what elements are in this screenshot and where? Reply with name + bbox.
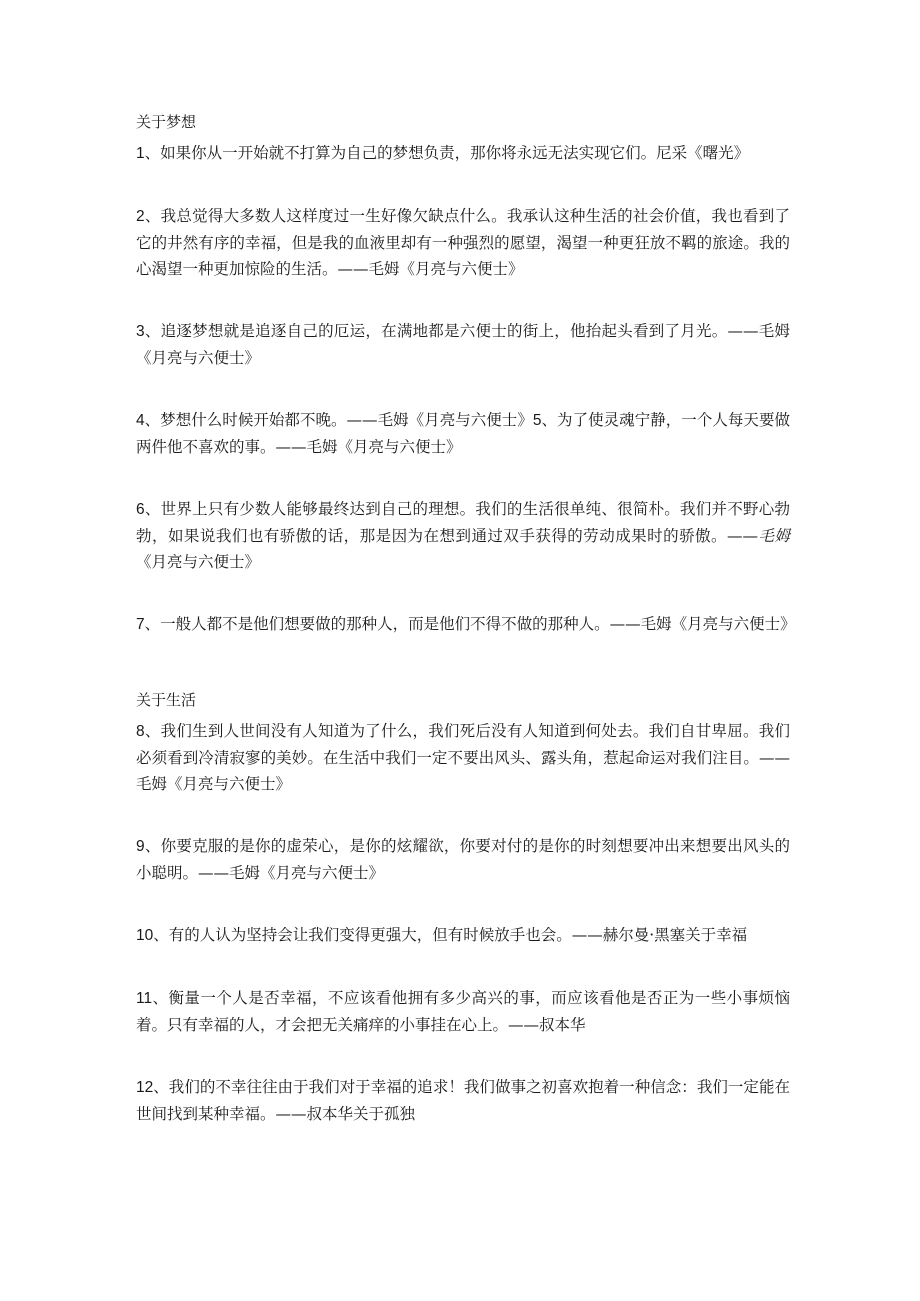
quote-number: 9 bbox=[136, 838, 145, 855]
quote-paragraph bbox=[136, 318, 790, 371]
quote-paragraph bbox=[136, 203, 790, 282]
section-title-life: 关于生活 bbox=[136, 691, 197, 709]
quote-paragraph bbox=[136, 407, 790, 460]
quote-text: 、衡量一个人是否幸福，不应该看他拥有多少高兴的事，而应该看他是否正为一些小事烦恼着。只有幸福的人，才会把无关痛痒的小事挂在心上。——叔本华 bbox=[136, 989, 790, 1034]
quote-number: 5 bbox=[532, 412, 542, 429]
quote-number: 3 bbox=[136, 323, 145, 340]
quote-number: 6 bbox=[136, 501, 145, 518]
quote-paragraph bbox=[136, 140, 790, 167]
quote-paragraph bbox=[136, 922, 790, 949]
quote-number: 2 bbox=[136, 208, 145, 225]
quote-text: 、我们生到人世间没有人知道为了什么，我们死后没有人知道到何处去。我们自甘卑屈。我们必须看到冷清寂寥的美妙。在生活中我们一定不要出风头、露头角，惹起命运对我们注目。——毛姆《月亮与六便士》 bbox=[136, 722, 790, 793]
quote-text: 、如果你从一开始就不打算为自己的梦想负责，那你将永远无法实现它们。尼采《曙光》 bbox=[144, 144, 750, 162]
quote-number: 7 bbox=[136, 616, 145, 633]
quote-paragraph bbox=[136, 611, 796, 638]
quote-text: 、为了使灵魂宁静，一个人每天要做两件他不喜欢的事。——毛姆《月亮与六便士》 bbox=[136, 411, 790, 456]
quote-author: 毛姆 bbox=[758, 527, 790, 545]
quote-number: 1 bbox=[136, 145, 145, 162]
quote-text: 、你要克服的是你的虚荣心，是你的炫耀欲，你要对付的是你的时刻想要冲出来想要出风头的小聪明。——毛姆《月亮与六便士》 bbox=[136, 837, 790, 882]
quote-text: 、梦想什么时候开始都不晚。——毛姆《月亮与六便士》 bbox=[144, 411, 533, 429]
quote-paragraph bbox=[136, 985, 790, 1038]
quote-paragraph bbox=[136, 718, 790, 797]
quote-source: 《月亮与六便士》 bbox=[136, 553, 261, 571]
quote-number: 4 bbox=[136, 412, 145, 429]
document-page bbox=[136, 112, 796, 1127]
quote-text: 、一般人都不是他们想要做的那种人，而是他们不得不做的那种人。——毛姆《月亮与六便士》 bbox=[144, 615, 796, 633]
quote-text: 、追逐梦想就是追逐自己的厄运，在满地都是六便士的街上，他抬起头看到了月光。——毛姆《月亮与六便士》 bbox=[136, 322, 790, 367]
quote-text: 、我们的不幸往往由于我们对于幸福的追求！我们做事之初喜欢抱着一种信念：我们一定能在世间找到某种幸福。——叔本华关于孤独 bbox=[136, 1078, 790, 1123]
quote-number: 10 bbox=[136, 927, 154, 944]
quote-number: 11 bbox=[136, 990, 153, 1007]
quote-number: 12 bbox=[136, 1079, 154, 1096]
quote-text: 、世界上只有少数人能够最终达到自己的理想。我们的生活很单纯、很简朴。我们并不野心勃勃，如果说我们也有骄傲的话，那是因为在想到通过双手获得的劳动成果时的骄傲。—— bbox=[136, 500, 790, 545]
quote-number: 8 bbox=[136, 723, 145, 740]
quote-text: 、我总觉得大多数人这样度过一生好像欠缺点什么。我承认这种生活的社会价值，我也看到了它的井然有序的幸福，但是我的血液里却有一种强烈的愿望，渴望一种更狂放不羁的旅途。我的心渴望一种更加惊险的生活。——毛姆《月亮与六便士》 bbox=[136, 207, 790, 278]
quote-text: 、有的人认为坚持会让我们变得更强大，但有时候放手也会。——赫尔曼·黑塞关于幸福 bbox=[153, 926, 748, 944]
quote-paragraph bbox=[136, 496, 790, 575]
quote-paragraph bbox=[136, 1074, 790, 1127]
section-title-dreams: 关于梦想 bbox=[136, 113, 197, 131]
quote-paragraph bbox=[136, 833, 790, 886]
